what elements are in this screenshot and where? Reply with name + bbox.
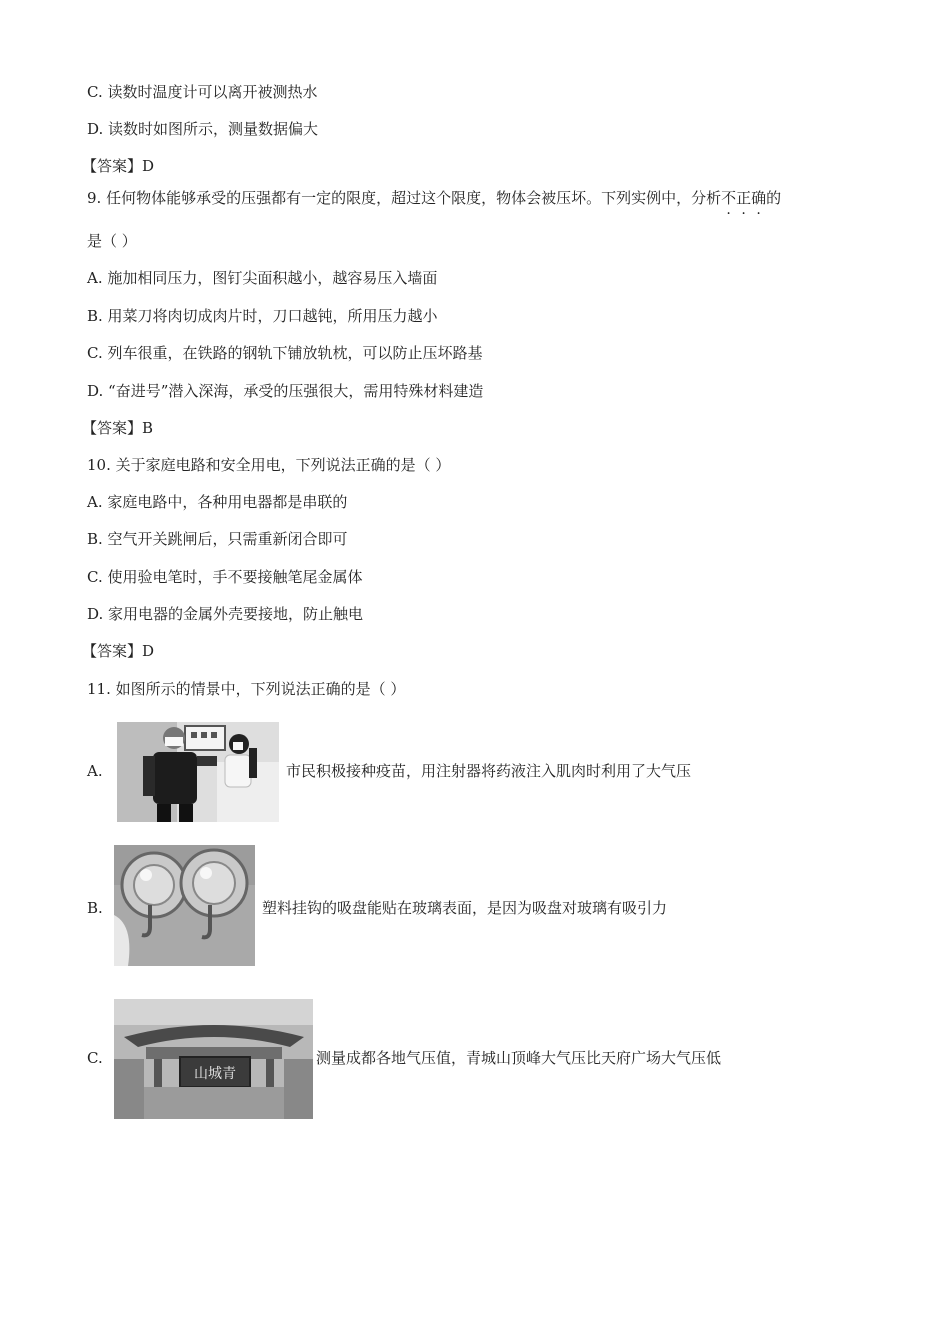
q11-option-c-text: 测量成都各地气压值，青城山顶峰大气压比天府广场大气压低	[316, 1049, 722, 1067]
q9-emph-correct-2: 确	[751, 189, 767, 207]
q10-option-d: D. 家用电器的金属外壳要接地，防止触电	[87, 605, 364, 623]
q10-stem: 10. 关于家庭电路和安全用电，下列说法正确的是（ ）	[87, 456, 451, 474]
q11-option-a-text: 市民积极接种疫苗，用注射器将药液注入肌肉时利用了大气压	[286, 762, 692, 780]
qingcheng-gate-photo	[114, 999, 313, 1119]
q11-stem: 11. 如图所示的情景中，下列说法正确的是（ ）	[87, 680, 406, 698]
q9-stem	[87, 188, 781, 208]
q11-option-b-text: 塑料挂钩的吸盘能贴在玻璃表面，是因为吸盘对玻璃有吸引力	[262, 899, 668, 917]
q9-option-c: C. 列车很重，在铁路的钢轨下铺放轨枕，可以防止压坏路基	[87, 344, 483, 362]
gate-sign-text: 山城青	[194, 1066, 236, 1082]
q11-option-a-label: A.	[87, 762, 103, 780]
q9-option-d: D. “奋进号”潜入深海，承受的压强很大，需用特殊材料建造	[87, 382, 484, 400]
q8-option-d: D. 读数时如图所示，测量数据偏大	[87, 120, 319, 138]
q8-answer: 【答案】D	[82, 157, 155, 175]
q10-option-c: C. 使用验电笔时，手不要接触笔尾金属体	[87, 568, 363, 586]
q9-emph-not: 不	[721, 189, 737, 207]
q10-option-b: B. 空气开关跳闸后，只需重新闭合即可	[87, 530, 348, 548]
q9-stem-post: 的	[766, 189, 782, 207]
q10-option-a: A. 家庭电路中，各种用电器都是串联的	[87, 493, 348, 511]
q9-answer: 【答案】B	[82, 419, 154, 437]
q11-option-b-label: B.	[87, 899, 103, 917]
q10-answer: 【答案】D	[82, 642, 155, 660]
vaccination-photo	[117, 722, 279, 822]
q9-stem-line2: 是（ ）	[87, 232, 137, 250]
q8-option-c: C. 读数时温度计可以离开被测热水	[87, 83, 318, 101]
q9-stem-pre: 9. 任何物体能够承受的压强都有一定的限度，超过这个限度，物体会被压坏。下列实例中，分析	[87, 189, 722, 207]
q9-emph-correct-1: 正	[736, 189, 752, 207]
suction-cup-photo	[114, 845, 255, 966]
q9-option-a: A. 施加相同压力，图钉尖面积越小，越容易压入墙面	[87, 269, 438, 287]
q9-option-b: B. 用菜刀将肉切成肉片时，刀口越钝，所用压力越小	[87, 307, 438, 325]
q11-option-c-label: C.	[87, 1049, 103, 1067]
